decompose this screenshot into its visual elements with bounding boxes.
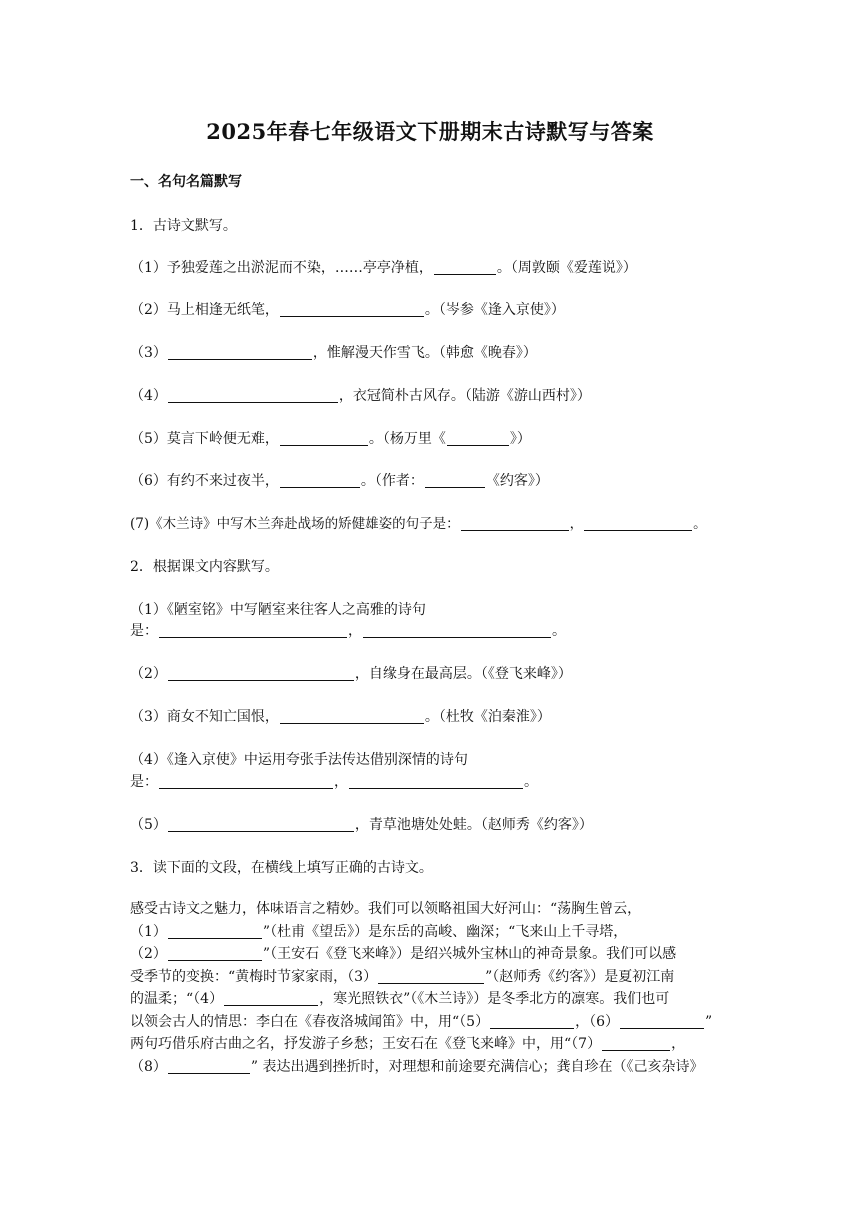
q2-item-1-line-2 [130, 621, 730, 641]
item-text: ，青草池塘处处蛙。（赵师秀《约客》） [354, 817, 593, 833]
answer-blank[interactable] [602, 1036, 670, 1051]
section-heading: 一、名句名篇默写 [130, 174, 242, 190]
item-text: （1）予独爱莲之出淤泥而不染，……亭亭净植， [130, 260, 433, 276]
answer-blank[interactable] [434, 260, 496, 275]
passage-text: ， [671, 1036, 686, 1052]
question-3-heading: 3．读下面的文段，在横线上填写正确的古诗文。 [130, 860, 433, 876]
answer-blank[interactable] [363, 623, 551, 638]
item-text: （5）莫言下岭便无难， [130, 431, 279, 447]
item-text: 。（作者： [360, 473, 424, 489]
item-text: ，自缘身在最高层。（《登飞来峰》） [354, 666, 572, 682]
answer-blank[interactable] [447, 431, 509, 446]
q1-item-3 [130, 343, 730, 363]
item-text: 。（岑参《逢入京使》） [424, 302, 565, 318]
item-text: （5） [130, 817, 167, 833]
item-text: 。 [524, 774, 538, 790]
passage-text: 两句巧借乐府古曲之名，抒发游子乡愁；王安石在《登飞来峰》中，用“（7） [130, 1036, 602, 1052]
answer-blank[interactable] [159, 774, 333, 789]
item-text: ， [569, 516, 584, 532]
item-text: （2） [130, 666, 167, 682]
answer-blank[interactable] [280, 431, 368, 446]
answer-blank[interactable] [620, 1014, 704, 1029]
item-text: (7)《木兰诗》中写木兰奔赴战场的矫健雄姿的句子是： [130, 516, 460, 532]
passage-text: ，寒光照铁衣”（《木兰诗》）是冬季北方的凛寒。我们也可 [319, 991, 670, 1007]
q2-item-3 [130, 707, 730, 727]
passage-line [130, 1033, 734, 1056]
passage-text: ”（王安石《登飞来峰》）是绍兴城外宝林山的神奇景象。我们可以感 [262, 946, 677, 962]
item-text: 。（周敦颐《爱莲说》） [496, 260, 637, 276]
passage-text: ”（杜甫《望岳》）是东岳的高峻、幽深；“飞来山上千寻塔， [262, 923, 628, 940]
passage-text: 受季节的变换：“黄梅时节家家雨，（3） [130, 968, 378, 985]
q2-item-5 [130, 815, 730, 835]
answer-blank[interactable] [224, 991, 318, 1006]
question-1-heading: 1．古诗文默写。 [130, 218, 237, 234]
q2-item-1-line-1: （1）《陋室铭》中写陋室来往客人之高雅的诗句 [130, 602, 426, 618]
passage-line [130, 1056, 734, 1079]
answer-blank[interactable] [168, 388, 338, 403]
item-text: 。 [693, 516, 707, 532]
passage-text: 的温柔；“（4） [130, 991, 224, 1007]
answer-blank[interactable] [584, 516, 692, 531]
passage-line [130, 898, 734, 921]
item-text: ，衣冠简朴古风存。（陆游《游山西村》） [338, 388, 591, 404]
item-text: 《约客》） [485, 473, 549, 489]
page-title: 2025年春七年级语文下册期末古诗默写与答案 [206, 119, 654, 144]
answer-blank[interactable] [280, 473, 360, 488]
q1-item-7 [130, 514, 707, 534]
item-text: （6）有约不来过夜半， [130, 473, 279, 489]
answer-blank[interactable] [168, 946, 262, 961]
item-text: 。 [552, 623, 566, 639]
q1-item-1 [130, 258, 730, 278]
passage-text: （2） [130, 946, 167, 962]
answer-blank[interactable] [168, 924, 262, 939]
q2-item-2 [130, 664, 730, 684]
item-text: ， [334, 774, 348, 790]
item-text: （3）商女不知亡国恨， [130, 709, 279, 725]
passage-text: 以领会古人的情思：李白在《春夜洛城闻笛》中，用“（5） [130, 1013, 490, 1030]
item-text: （4） [130, 388, 167, 404]
q2-item-4-line-1: （4）《逢入京使》中运用夸张手法传达借别深情的诗句 [130, 752, 468, 768]
item-text: （2）马上相逢无纸笔， [130, 302, 279, 318]
q2-item-4-line-2 [130, 772, 730, 792]
answer-blank[interactable] [378, 969, 484, 984]
item-text: 。（杨万里《 [368, 431, 446, 447]
answer-blank[interactable] [490, 1014, 574, 1029]
passage-text: ”（赵师秀《约客》）是夏初江南 [485, 968, 675, 985]
passage-text: ，（6） [575, 1013, 619, 1030]
item-text: 是： [130, 774, 158, 790]
item-text: 》） [509, 431, 531, 447]
item-text: 是： [130, 623, 158, 639]
passage-text: ” [705, 1013, 713, 1030]
item-text: ， [348, 623, 362, 639]
question-2-heading: 2．根据课文内容默写。 [130, 559, 279, 575]
item-text: ，惟解漫天作雪飞。（韩愈《晚春》） [312, 345, 537, 361]
q3-passage [130, 898, 734, 1078]
passage-text: 感受古诗文之魅力，体味语言之精妙。我们可以领略祖国大好河山：“荡胸生曾云， [130, 901, 642, 917]
answer-blank[interactable] [168, 345, 312, 360]
passage-line [130, 921, 734, 944]
passage-line [130, 1011, 734, 1034]
answer-blank[interactable] [280, 709, 424, 724]
q1-item-5 [130, 429, 730, 449]
answer-blank[interactable] [349, 774, 523, 789]
item-text: （3） [130, 345, 167, 361]
answer-blank[interactable] [461, 516, 569, 531]
item-text: 。（杜牧《泊秦淮》） [424, 709, 551, 725]
answer-blank[interactable] [425, 473, 485, 488]
passage-line [130, 988, 734, 1011]
answer-blank[interactable] [280, 302, 424, 317]
q1-item-2 [130, 300, 730, 320]
answer-blank[interactable] [168, 666, 354, 681]
q1-item-4 [130, 386, 730, 406]
passage-text: （1） [130, 923, 167, 940]
passage-line [130, 966, 734, 989]
answer-blank[interactable] [168, 817, 354, 832]
passage-text: ” 表达出遇到挫折时，对理想和前途要充满信心；龚自珍在（《己亥杂诗》 [250, 1058, 704, 1075]
passage-text: （8） [130, 1058, 167, 1075]
q1-item-6 [130, 471, 730, 491]
passage-line [130, 943, 734, 966]
answer-blank[interactable] [159, 623, 347, 638]
answer-blank[interactable] [168, 1059, 250, 1074]
